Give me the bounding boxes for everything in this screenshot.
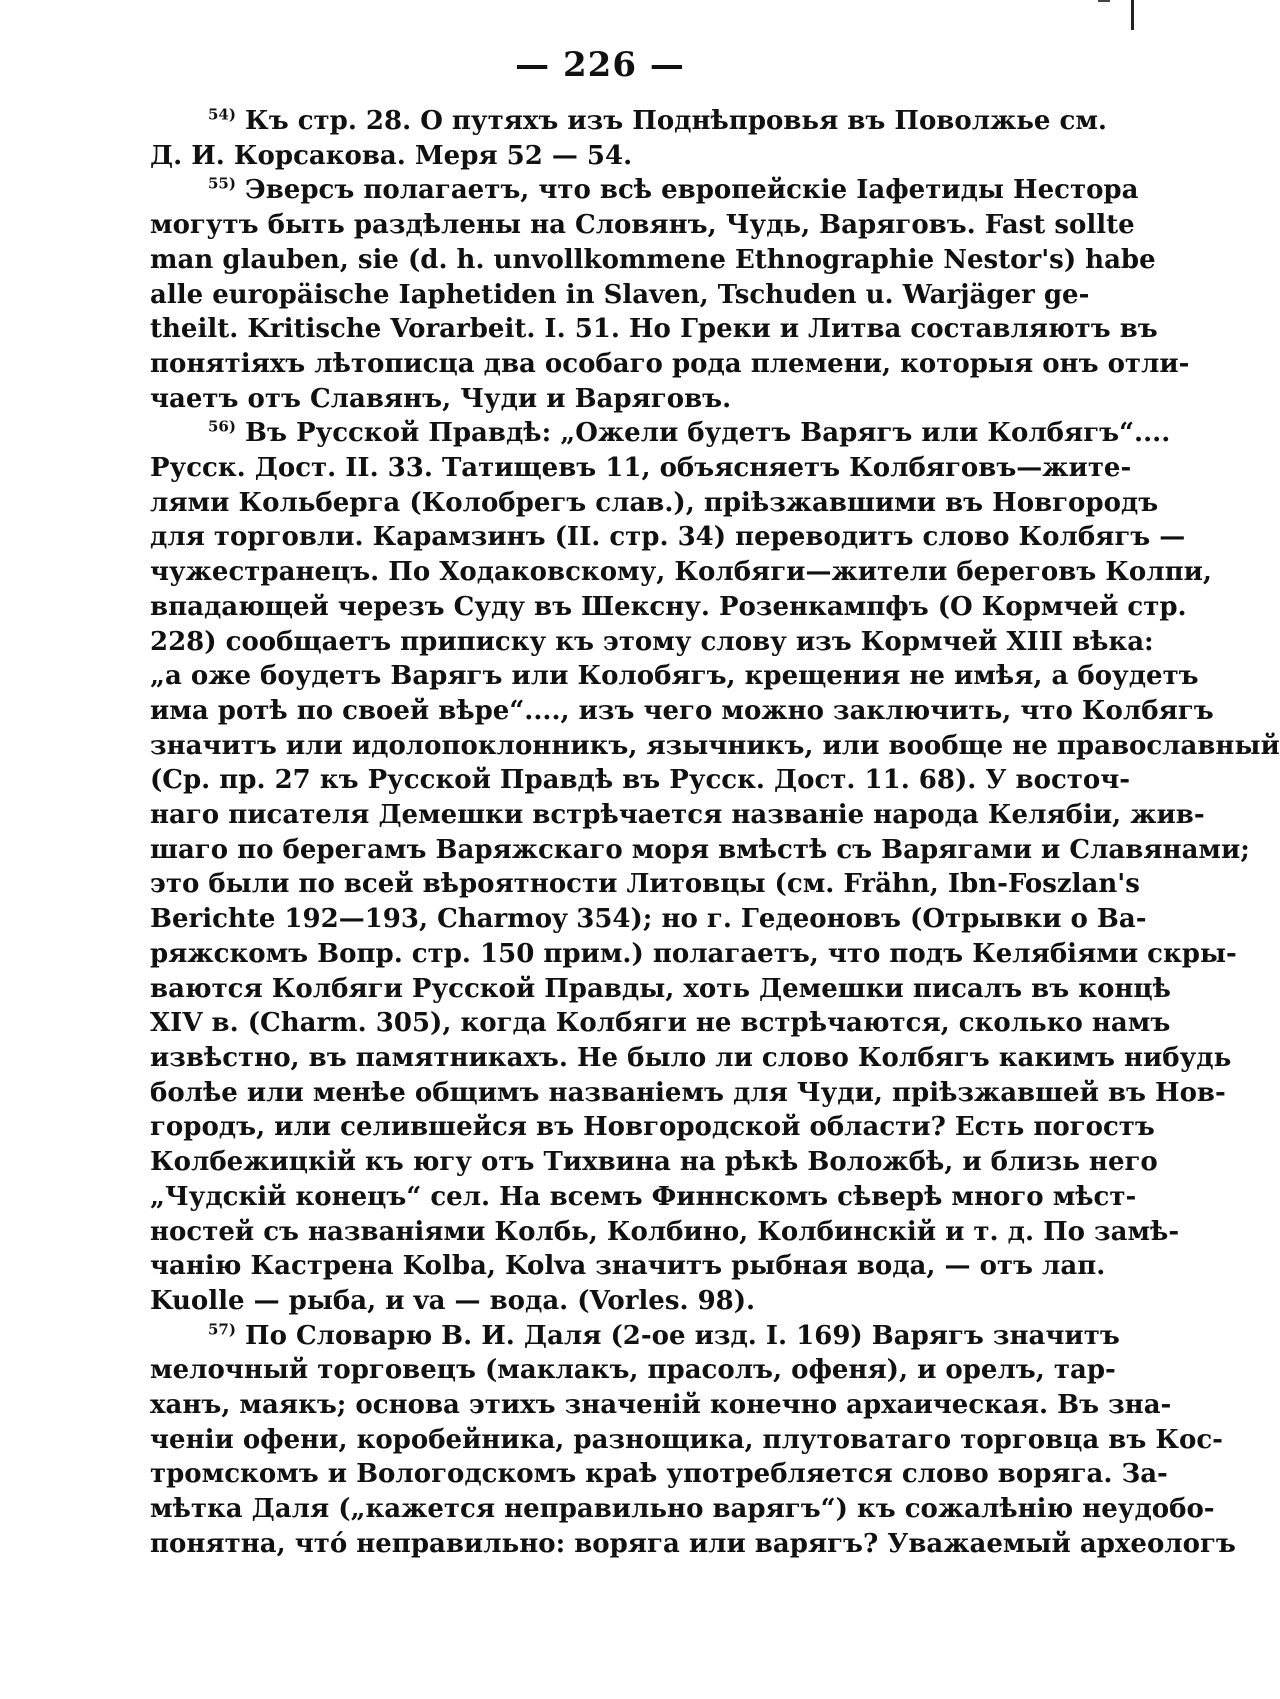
footnote-line <box>150 1076 1226 1111</box>
footnote-text: По Словарю В. И. Даля (2-ое изд. I. 169) Варягъ значитъ <box>245 1320 1120 1351</box>
footnote-text: это были по всей вѣроятности Литовцы (см. Frähn, Ibn-Foszlan's <box>150 869 1140 900</box>
footnotes-container <box>150 104 1280 1562</box>
footnote-line <box>150 104 1107 139</box>
footnote-text: наго писателя Демешки встрѣчается названіе народа Келябіи, жив- <box>150 800 1205 831</box>
footnote-text: городъ, или селившейся въ Новгородской области? Есть погостъ <box>150 1112 1155 1143</box>
footnote-text: Колбежицкій къ югу отъ Тихвина на рѣкѣ Воложбѣ, и близь него <box>150 1147 1158 1178</box>
footnote-text: Kuolle — рыба, и va — вода. (Vorles. 98). <box>150 1285 756 1316</box>
footnote-line <box>150 312 1158 347</box>
footnote-54 <box>150 104 1107 173</box>
footnote-line <box>150 1006 1171 1041</box>
footnote-text: XIV в. (Charm. 305), когда Колбяги не встрѣчаются, сколько намъ <box>150 1008 1171 1039</box>
footnote-line <box>150 902 1147 937</box>
footnote-text: тромскомъ и Вологодскомъ краѣ употребляется слово воряга. За- <box>150 1459 1168 1490</box>
footnote-line <box>150 1353 1116 1388</box>
footnote-line <box>150 1388 1172 1423</box>
footnote-text: шаго по берегамъ Варяжскаго моря вмѣстѣ съ Варягами и Славянами; <box>150 834 1250 865</box>
footnote-text: значитъ или идолопоклонникъ, язычникъ, или вообще не православный <box>150 730 1280 761</box>
footnote-text: впадающей черезъ Суду въ Шексну. Розенкампфъ (О Кормчей стр. <box>150 591 1187 622</box>
footnote-line <box>150 867 1140 902</box>
footnote-line <box>150 451 1132 486</box>
footnote-text: для торговли. Карамзинъ (II. стр. 34) переводитъ слово Колбягъ — <box>150 522 1186 553</box>
footnote-line <box>150 1423 1223 1458</box>
footnote-text: Къ стр. 28. О путяхъ изъ Поднѣпровья въ Поволжье см. <box>245 106 1107 136</box>
footnote-line <box>150 1527 1236 1562</box>
footnote-line <box>150 694 1214 729</box>
footnote-text: (Ср. пр. 27 къ Русской Правдѣ въ Русск. Дост. 11. 68). У восточ- <box>150 765 1131 796</box>
document-page <box>150 40 1280 1562</box>
footnote-text: alle europäische Iaphetiden in Slaven, Tschuden u. Warjäger ge- <box>150 279 1090 310</box>
footnote-line <box>150 486 1159 521</box>
footnote-line <box>150 1145 1158 1180</box>
footnote-line <box>150 1457 1168 1492</box>
footnote-line <box>150 173 1139 208</box>
page-number: — 226 — <box>515 45 685 85</box>
footnote-text: мелочный торговецъ (маклакъ, прасолъ, офеня), и орелъ, тар- <box>150 1355 1116 1386</box>
footnote-marker: 56) <box>208 417 236 436</box>
footnote-57 <box>150 1319 1236 1562</box>
footnote-text: Въ Русской Правдѣ: „Ожели будетъ Варягъ или Колбягъ“.... <box>245 418 1171 449</box>
footnote-text: „а оже боудетъ Варягъ или Колобягъ, крещения не имѣя, а боудетъ <box>150 661 1199 692</box>
page-edge-mark <box>1131 0 1134 30</box>
footnote-line <box>150 1492 1215 1527</box>
footnote-text: ностей съ названіями Колбь, Колбино, Колбинскій и т. д. По замѣ- <box>150 1216 1180 1247</box>
footnote-line <box>150 729 1280 764</box>
footnote-text: Эверсъ полагаетъ, что всѣ европейскіе Іафетиды Нестора <box>245 175 1139 206</box>
footnote-text: 228) сообщаетъ приписку къ этому слову изъ Кормчей XIII вѣка: <box>150 626 1154 657</box>
footnote-line <box>150 278 1090 313</box>
footnote-marker: 57) <box>208 1319 236 1338</box>
footnote-line <box>150 659 1199 694</box>
footnote-text: ряжскомъ Вопр. стр. 150 прим.) полагаетъ, что подъ Келябіями скры- <box>150 938 1237 969</box>
page-edge-mark-small <box>1098 0 1110 2</box>
footnote-line <box>150 139 1050 174</box>
footnote-line <box>150 833 1250 868</box>
footnote-line <box>150 555 1212 590</box>
footnote-text: извѣстно, въ памятникахъ. Не было ли слово Колбягъ какимъ нибудь <box>150 1042 1232 1073</box>
footnote-line <box>150 1180 1137 1215</box>
footnote-line <box>150 416 1171 451</box>
footnote-text: theilt. Kritische Vorarbeit. I. 51. Но Греки и Литва составляютъ въ <box>150 314 1158 345</box>
footnote-text: лями Кольберга (Колобрегъ слав.), пріѣзжавшими въ Новгородъ <box>150 487 1159 518</box>
footnote-text: понятіяхъ лѣтописца два особаго рода племени, которыя онъ отли- <box>150 348 1190 379</box>
footnote-line <box>150 763 1131 798</box>
footnote-line <box>150 1041 1232 1076</box>
footnote-text: man glauben, sie (d. h. unvollkommene Ethnographie Nestor's) habe <box>150 244 1156 275</box>
footnote-line <box>150 382 1050 417</box>
footnote-line <box>150 972 1171 1007</box>
footnote-text: ханъ, маякъ; основа этихъ значеній конечно архаическая. Въ зна- <box>150 1390 1172 1421</box>
footnote-line <box>150 347 1190 382</box>
footnote-marker: 54) <box>208 105 236 124</box>
footnote-text: могутъ быть раздѣлены на Словянъ, Чудь, Варяговъ. Fast sollte <box>150 210 1135 241</box>
footnote-line <box>150 520 1186 555</box>
footnote-marker: 55) <box>208 174 236 193</box>
footnote-text: чаетъ отъ Славянъ, Чуди и Варяговъ. <box>150 383 732 414</box>
footnote-line <box>150 208 1135 243</box>
footnote-text: понятна, что́ неправильно: воряга или варягъ? Уважаемый археологъ <box>150 1528 1236 1559</box>
footnote-text: Русск. Дост. II. 33. Татищевъ 11, объясняетъ Колбяговъ—жите- <box>150 453 1132 484</box>
footnote-line <box>150 590 1187 625</box>
footnote-text: болѣе или менѣе общимъ названіемъ для Чуди, пріѣзжавшей въ Нов- <box>150 1077 1226 1108</box>
footnote-line <box>150 243 1156 278</box>
footnote-55 <box>150 173 1190 416</box>
footnote-text: Berichte 192—193, Charmoy 354); но г. Гедеоновъ (Отрывки о Ва- <box>150 904 1147 935</box>
footnote-text: чанію Кастрена Kolba, Kolva значитъ рыбная вода, — отъ лап. <box>150 1251 1106 1282</box>
footnote-text: чужестранецъ. По Ходаковскому, Колбяги—жители береговъ Колпи, <box>150 557 1212 588</box>
footnote-56 <box>150 416 1280 1318</box>
footnote-text: Д. И. Корсакова. Меря 52 — 54. <box>150 140 633 171</box>
footnote-line <box>150 1110 1155 1145</box>
footnote-line <box>150 1284 1050 1319</box>
footnote-line <box>150 1319 1120 1354</box>
footnote-line <box>150 1215 1180 1250</box>
footnote-line <box>150 625 1154 660</box>
footnote-text: ваются Колбяги Русской Правды, хоть Демешки писалъ въ концѣ <box>150 973 1171 1004</box>
footnote-line <box>150 937 1237 972</box>
footnote-text: „Чудскій конецъ“ сел. На всемъ Финнскомъ сѣверѣ много мѣст- <box>150 1181 1137 1212</box>
footnote-text: ченіи офени, коробейника, разнощика, плутоватаго торговца въ Кос- <box>150 1424 1223 1455</box>
footnote-text: мѣтка Даля („кажется неправильно варягъ“) къ сожалѣнію неудобо- <box>150 1494 1215 1525</box>
footnote-line <box>150 1249 1106 1284</box>
footnote-text: има ротѣ по своей вѣре“...., изъ чего можно заключить, что Колбягъ <box>150 695 1214 726</box>
footnote-line <box>150 798 1205 833</box>
